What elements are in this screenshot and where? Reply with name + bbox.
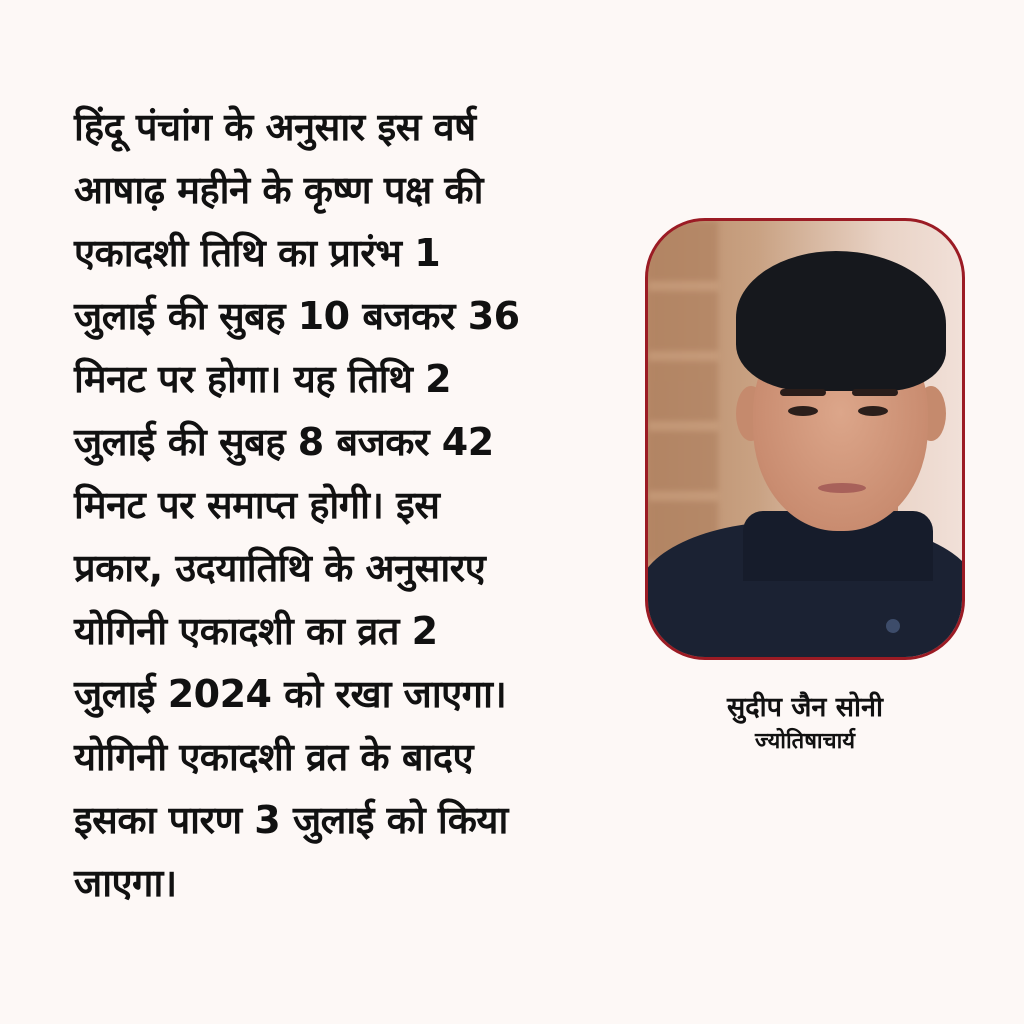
profile-caption <box>645 690 965 758</box>
article-line: एकादशी तिथि का प्रारंभ 1 <box>74 231 441 275</box>
article-line: मिनट पर समाप्त होगी। इस <box>74 483 440 527</box>
article-line: जाएगा। <box>74 861 177 905</box>
article-line: जुलाई 2024 को रखा जाएगा। <box>74 672 507 716</box>
photo-eye <box>788 406 818 416</box>
photo-hair <box>736 251 946 391</box>
photo-eyebrow <box>780 389 826 396</box>
photo-eyebrow <box>852 389 898 396</box>
article-line: इसका पारण 3 जुलाई को किया <box>74 798 508 842</box>
article-line: मिनट पर होगा। यह तिथि 2 <box>74 357 452 401</box>
photo-mouth <box>818 483 866 493</box>
article-line: योगिनी एकादशी व्रत के बादए <box>74 735 474 779</box>
article-line: जुलाई की सुबह 10 बजकर 36 <box>74 294 520 338</box>
profile-name: सुदीप जैन सोनी <box>727 692 883 723</box>
profile-title: ज्योतिषाचार्य <box>754 729 856 754</box>
article-line: प्रकार, उदयातिथि के अनुसारए <box>74 546 486 590</box>
article-line: आषाढ़ महीने के कृष्ण पक्ष की <box>74 168 483 212</box>
photo-jacket-button <box>886 619 900 633</box>
article-text <box>74 96 594 915</box>
article-line: योगिनी एकादशी का व्रत 2 <box>74 609 438 653</box>
article-line: हिंदू पंचांग के अनुसार इस वर्ष <box>74 105 476 149</box>
article-line: जुलाई की सुबह 8 बजकर 42 <box>74 420 494 464</box>
photo-eye <box>858 406 888 416</box>
profile-photo <box>645 218 965 660</box>
